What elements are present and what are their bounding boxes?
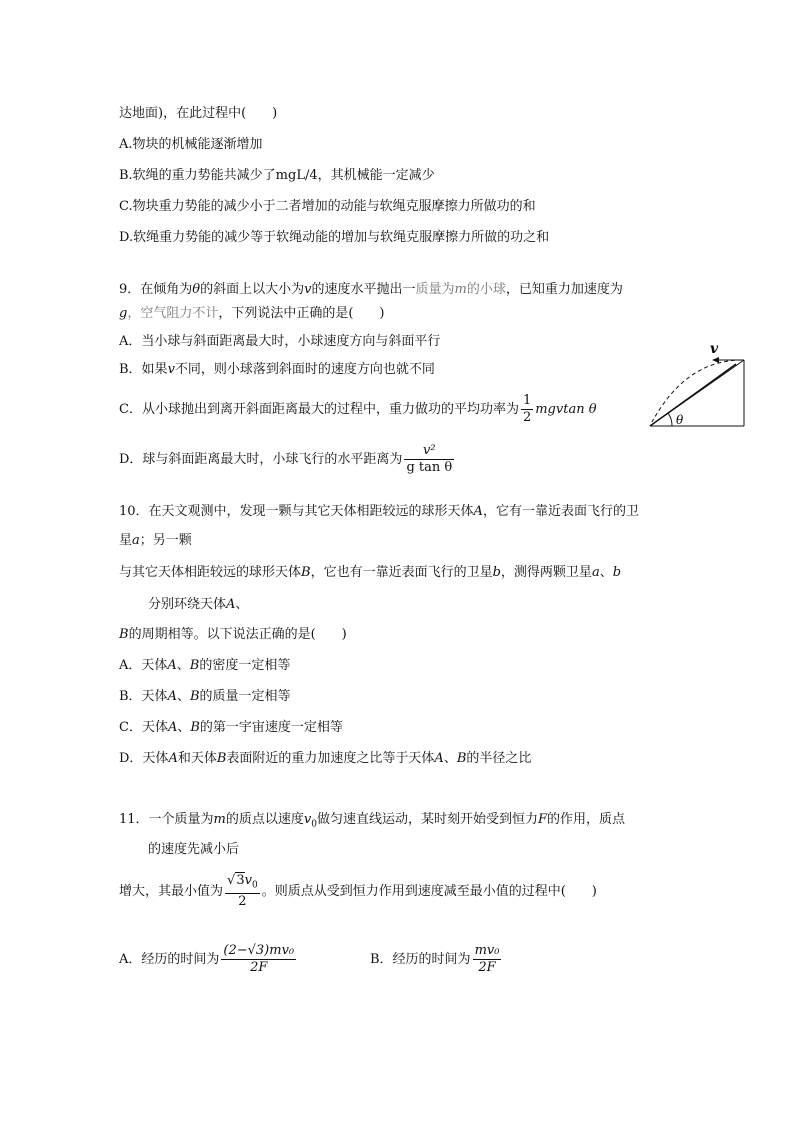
incline-projectile-figure <box>646 340 746 430</box>
velocity-label: v <box>710 341 719 357</box>
q10-option-c: C．天体A、B的第一宇宙速度一定相等 <box>119 720 343 735</box>
fraction-time-a: $\frac{\text{(2−√3)mv₀}}{2F}$ <box>223 943 295 975</box>
q10-option-b: B．天体A、B的质量一定相等 <box>119 689 291 704</box>
q9-option-c: C．从小球抛出到离开斜面距离最大的过程中，重力做功的平均功率为 $\frac{1}{2}$ mgvtan θ <box>119 393 597 425</box>
q9-option-a: A．当小球与斜面距离最大时，小球速度方向与斜面平行 <box>119 334 441 349</box>
q9-option-b: B．如果v不同，则小球落到斜面时的速度方向也就不同 <box>119 362 435 377</box>
fraction-distance: $\frac{\text{v²}}{\text{g tan θ}}$ <box>406 443 453 475</box>
q8-option-d: D.软绳重力势能的减少等于软绳动能的增加与软绳克服摩擦力所做的功之和 <box>119 230 550 245</box>
q11-stem-line1: 11．一个质量为m的质点以速度$v_0$做匀速直线运动，某时刻开始受到恒力F的作用，质点 <box>119 812 626 830</box>
fraction-min-speed: $\frac{√3v_0}{2}$ <box>227 872 258 910</box>
q8-stem-end: 达地面)，在此过程中( ) <box>119 106 278 121</box>
q8-option-b: B.软绳的重力势能共减少了mgL/4，其机械能一定减少 <box>119 168 435 183</box>
q10-stem-line2: 星a；另一颗 <box>119 533 192 548</box>
q11-stem-line3: 增大，其最小值为 $\frac{√3v_0}{2}$ 。则质点从受到恒力作用到速度减至最小值的过程中( ) <box>119 872 597 910</box>
q9-stem-line1: 9．在倾角为θ的斜面上以大小为v的速度水平抛出一质量为m的小球，已知重力加速度为 <box>119 282 623 297</box>
q10-stem-line4: 分别环绕天体A、 <box>148 597 249 612</box>
q10-stem-line5: B的周期相等。以下说法正确的是( ) <box>119 627 347 642</box>
q10-stem-line3: 与其它天体相距较远的球形天体B，它也有一靠近表面飞行的卫星b，测得两颗卫星a、b <box>119 565 622 580</box>
q9-stem-line2: g，空气阻力不计，下列说法中正确的是( ) <box>119 306 385 321</box>
q11-option-a: A．经历的时间为 $\frac{\text{(2−√3)mv₀}}{2F}$ <box>119 943 295 975</box>
q10-option-a: A．天体A、B的密度一定相等 <box>119 658 291 673</box>
q8-option-a: A.物块的机械能逐渐增加 <box>119 137 263 152</box>
fraction-time-b: $\frac{\text{mv₀}}{2F}$ <box>474 943 500 975</box>
q11-stem-line2: 的速度先减小后 <box>148 842 240 857</box>
fraction-half: $\frac{1}{2}$ <box>522 393 532 425</box>
q11-option-b: B．经历的时间为 $\frac{\text{mv₀}}{2F}$ <box>370 943 500 975</box>
angle-label: θ <box>676 413 684 427</box>
q10-stem-line1: 10．在天文观测中，发现一颗与其它天体相距较远的球形天体A，它有一靠近表面飞行的卫 <box>119 504 639 519</box>
q8-option-c: C.物块重力势能的减少小于二者增加的动能与软绳克服摩擦力所做功的和 <box>119 199 536 214</box>
q9-option-d: D．球与斜面距离最大时，小球飞行的水平距离为 $\frac{\text{v²}}{\text{g tan θ}}$ <box>119 443 453 475</box>
q10-option-d: D．天体A和天体B表面附近的重力加速度之比等于天体A、B的半径之比 <box>119 751 532 766</box>
